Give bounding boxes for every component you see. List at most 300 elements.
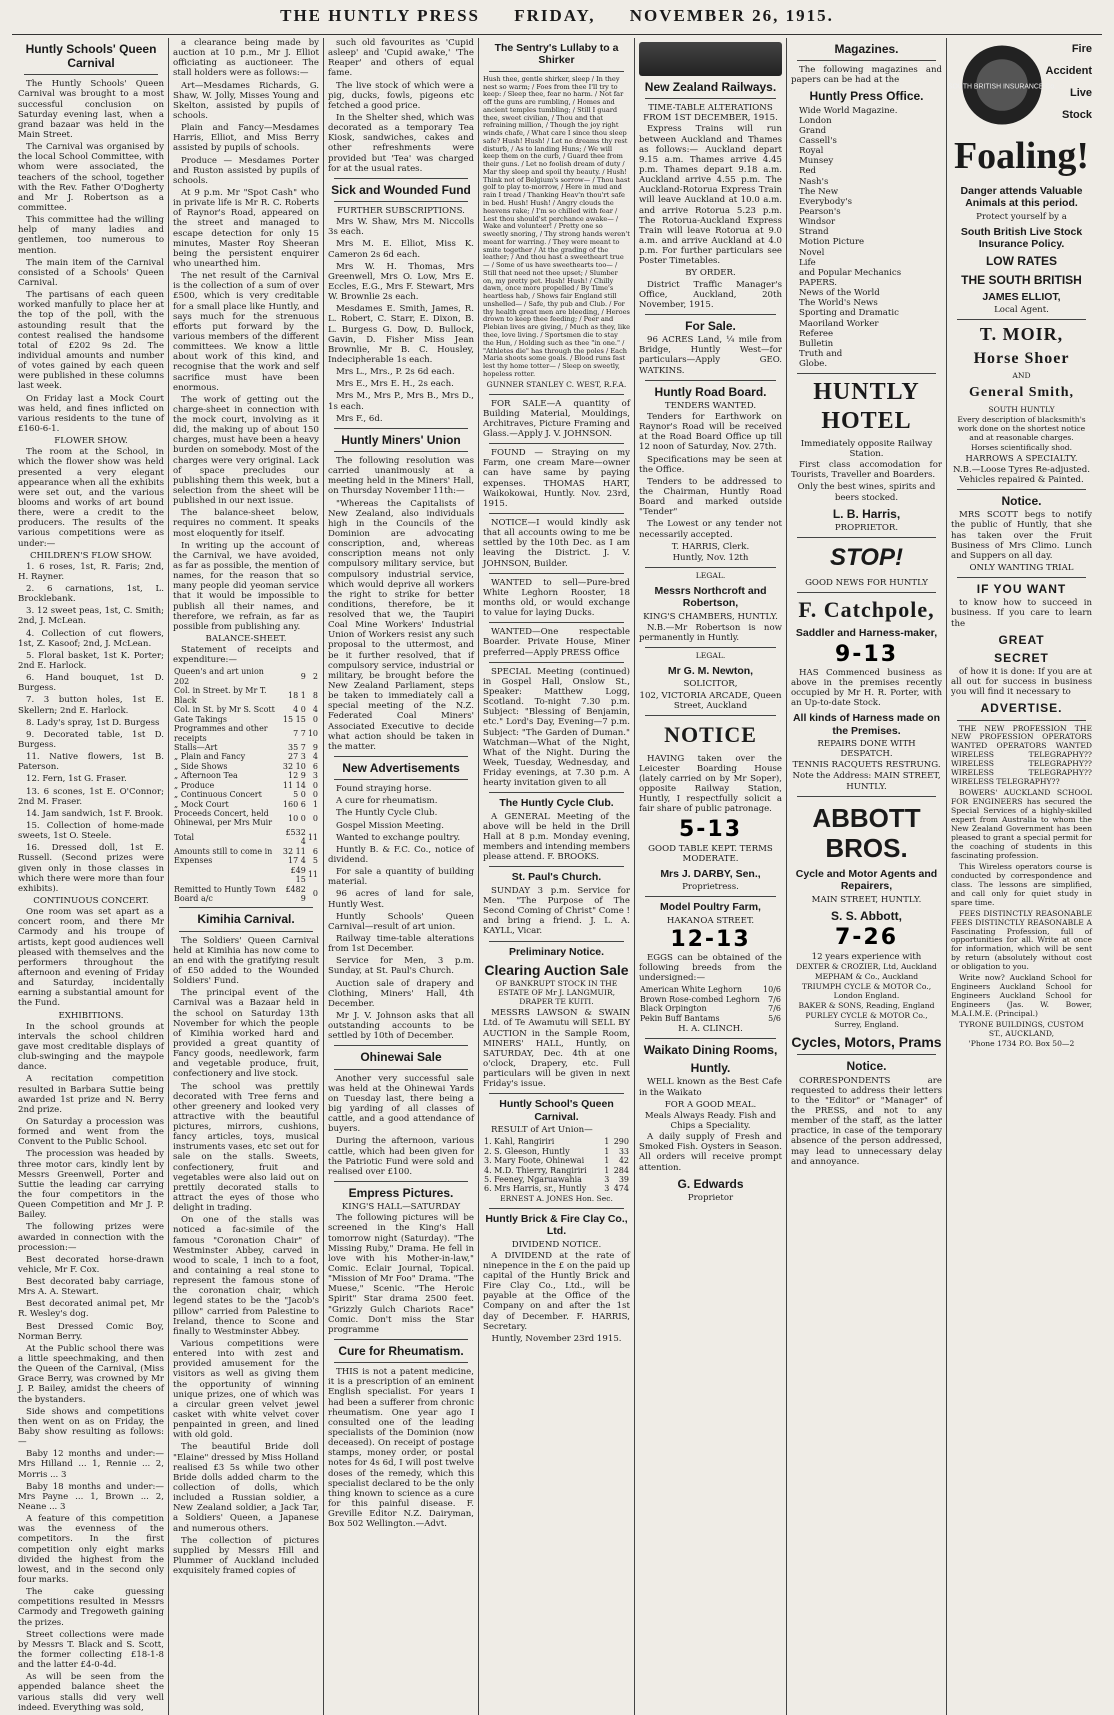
paragraph: to know how to succeed in business. If you care to learn the [951,598,1092,629]
paragraph: of how it is done: If you are at all out for success in business you will find it necessary to [951,666,1092,698]
table-cell: 9 [312,742,318,752]
divider [645,896,776,897]
paragraph: 9. Decorated table, 1st D. Burgess. [18,729,164,751]
paragraph: District Traffic Manager's Office, Auckland, 20th November, 1915. [639,279,782,310]
table-row [173,866,319,885]
table-cell: Black Orpington [640,1004,707,1014]
table-cell: „ Mock Court [174,799,229,809]
paragraph: Mrs M., Mrs P., Mrs B., Mrs D., 1s each. [328,391,474,412]
divider [24,74,158,75]
ad-heading: STOP! [830,544,903,572]
paragraph: N.B.—Loose Tyres Re-adjusted. Vehicles repaired & Painted. [952,464,1090,485]
table-cell: Queen's and art union 202 [174,667,264,686]
paragraph: WELL known as the Best Cafe in the Waikato [639,1077,782,1098]
paragraph: Red [799,166,817,177]
column-4 [479,38,635,1715]
address: Note the Address: MAIN STREET, HUNTLY. [792,771,941,792]
divider [489,792,624,793]
paragraph: 12. Fern, 1st G. Fraser. [26,774,127,785]
handwritten-mark: 12-13 [670,926,751,952]
dateline: Huntly, November 23rd 1915. [491,1333,622,1344]
paragraph: Auction sale of drapery and Clothing, Miners' Hall, 4th December. [328,978,474,1009]
article-heading: Cure for Rheumatism. [338,1343,464,1358]
balance-sheet-table [173,667,319,903]
paragraph: The school was prettily decorated with Tree ferns and other greenery and looked very attractive with the beautiful pictures, mirrors, cushions, fancy articles, toys, musical instruments vases, etc set out for sale on the stalls. Sweets, confectionery, fruit and vegetables were also laid out on prettily decorated stalls to attract the eyes of those who delight in trading. [173,1081,319,1214]
section-heading: BALANCE-SHEET. [205,634,287,645]
paragraph: The following prizes were awarded in connection with the procession:— [18,1222,164,1253]
article-body [173,936,319,1577]
masthead-day: FRIDAY, [514,6,596,25]
divider [489,1208,624,1209]
article-body [639,412,782,540]
legal-label: LEGAL. [695,570,726,580]
divider [645,647,776,648]
notice-heading: Notice. [846,1059,887,1074]
paragraph: PURLEY CYCLE & MOTOR Co., Surrey, England. [805,1011,928,1029]
divider [334,201,468,202]
table-row [173,790,319,799]
paragraph: Pearson's [799,207,841,217]
paragraph: 11. Native flowers, 1st B. Paterson. [18,752,164,773]
table-cell: 3 [312,771,318,781]
notice-heading: NOTICE [664,721,757,747]
paragraph: Globe. [799,359,828,370]
divider [489,941,624,942]
logo-text: SOUTH BRITISH INSURANCE Co. [947,83,1057,91]
columns [14,38,1106,1713]
paragraph: The following magazines and papers can be had at the [791,65,942,86]
table-cell: 42 [618,1156,629,1166]
ad-heading: HUNTLY HOTEL [813,379,920,434]
ad-town: Huntly. [690,1061,731,1076]
paragraph: EGGS can be obtained of the following breeds from the undersigned:— [639,952,782,984]
magazine-list [799,106,942,370]
paragraph: Huntly B. & F.C. Co., notice of dividend. [328,844,474,866]
article-heading: Sick and Wounded Fund [331,182,471,197]
table-cell: 3 [604,1175,610,1185]
paragraph: Mrs W. H. Thomas, Mrs Greenwell, Mrs O. Low, Mrs E. Eccles, E.G., Mrs F. Stewart, Mrs W. Brownlie 2s each. [328,261,474,303]
divider [334,1069,468,1070]
paragraph: On Saturday a procession was formed and went from the Convent to the Public School. [18,1116,164,1148]
article-heading: Huntly Miners' Union [341,432,461,447]
divider [957,319,1086,320]
type-live: Live [1069,87,1092,99]
paragraph: Tenders for Earthwork on Raynor's Road will be received at the Road Board Office up till 12 noon of Saturday, Nov. 27th. [639,411,782,453]
article-heading: New Advertisements [342,761,460,776]
paragraph: Life [799,257,816,268]
table-cell: Stalls—Art [174,742,218,752]
divider [645,380,776,381]
paragraph: Meals Always Ready. Fish and Chips a Speciality. [644,1110,777,1132]
ad-footer: Cycles, Motors, Prams [791,1033,942,1050]
paragraph: Mrs M. E. Elliot, Miss K. Cameron 2s 6d each. [328,239,474,260]
paragraph: Wanted to exchange poultry. [336,832,461,843]
paragraph: 6. Hand bouquet, 1st D. Burgess. [18,673,164,694]
subheading: SOLICITOR, [683,679,738,690]
ad-heading: Waikato Dining Rooms, [643,1043,778,1058]
paragraph: A DIVIDEND at the rate of ninepence in the £ on the paid up capital of the Huntly Brick and Fire Clay Co., Ltd., will be payable at the Office of the Company on and after the 1st day of December. F. HARRIS, Secretary. [483,1250,630,1332]
subheading: KING'S HALL—SATURDAY [341,1202,461,1213]
table-cell: 10 [307,728,318,738]
table-cell: 0 [312,813,318,823]
table-cell: 474 [613,1184,629,1194]
subheading: Saddler and Harness-maker, [795,627,938,640]
table-cell: 15 15 [282,714,306,724]
contact: 'Phone 1734 P.O. Box 50—2 [968,1038,1075,1048]
paragraph: HAVING taken over the Leicester Boarding House (lately carried on by Mr Soper), opposite Railway Station, Huntly, I respectfully solicit a fair share of public patronage. [639,753,782,815]
paragraph: 16. Dressed doll, 1st E. Russell. (Second prizes were given only in those classes in which there were more than four exhibits). [18,843,164,894]
paragraph: Nash's [799,176,829,187]
paragraph: MEPHAM & Co., Auckland [814,972,919,982]
paragraph: 12 years experience with [811,952,922,963]
table-cell: Amounts still to come in [174,846,273,856]
art-union-table [483,1137,630,1194]
subheading: TENDERS WANTED. [664,400,757,411]
table-row [483,1137,630,1146]
table-cell: American White Leghorn [640,985,742,995]
subheading: FURTHER SUBSCRIPTIONS. [337,205,465,216]
divider [645,98,776,99]
paragraph: The work of getting out the charge-sheet in connection with the mock court, involving as it did, the making up of about 150 charges, must have been a heavy burden on somebody. Most of the charges were very original. Lack of space precludes our publishing them this week, but a selection from the sheet will be published in our next issue. [173,394,319,507]
table-cell: 1. Kahl, Rangiriri [484,1137,555,1147]
subheading: Proprietress. [682,882,739,893]
paragraph: Best Dressed Comic Boy, Norman Berry. [18,1321,164,1342]
paragraph: SUNDAY 3 p.m. Service for Men. "The Purpose of The Second Coming of Christ" Come ! and bring a friend. J. L. A. KAYLL, Vicar. [483,885,630,937]
paragraph: DEXTER & CROZIER, Ltd, Auckland [796,962,937,972]
ad-heading: F. Catchpole, [798,597,935,623]
paragraph: FEES DISTINCTLY REASONABLE FEES DISTINCTLY REASONABLE A Fascinating Profession, full of opportunities for all. Write at once for information, which will be sent by return (absolutely without cost or obligation to you. [951,908,1092,972]
divider [489,71,624,72]
ad-heading: Huntly Press Office. [809,89,924,104]
subheading: JAMES ELLIOT, [982,290,1061,303]
classified-ad: FOUND — Straying on my Farm, one cream Mare—owner can have same by paying expenses. THOMAS HART, Waikokowai, Huntly. Nov. 23rd, 1915. [483,448,630,509]
paragraph: 14. Jam sandwich, 1st F. Brook. [26,808,164,819]
table-cell: £532 4 [285,827,306,847]
paragraph: Best decorated horse-drawn vehicle, Mr F. Cox. [18,1254,164,1275]
subheading: DIVIDEND NOTICE. [511,1239,602,1250]
subheading: GOOD TABLE KEPT. TERMS MODERATE. [648,843,773,864]
table-cell: 4. M.D. Thierry, Rangiriri [484,1165,587,1175]
paragraph: Best decorated animal pet, Mr R. Wesley's dog. [18,1299,164,1320]
paragraph: TENNIS RACQUETS RESTRUNG. [792,760,941,771]
column-3 [324,38,479,1715]
paragraph: Railway time-table alterations from 1st December. [328,934,474,955]
train-illustration [639,42,782,76]
ad-heading: Mr G. M. Newton, [667,665,754,678]
paragraph: Strand [799,227,829,238]
table-cell: 6. Mrs Harris, sr., Huntly [484,1184,587,1194]
classified-ad: WANTED—One respectable Boarder. Private House, Miner preferred—Apply PRESS Office [483,627,630,658]
paragraph: Art—Mesdames Richards, G. Shaw, W. Jolly, Misses Young and Skelton, assisted by pupils of schools. [173,80,319,121]
ad-subheading: General Smith, [969,385,1074,401]
paragraph: Every description of blacksmith's work done on the shortest notice and at reasonable charges. [957,414,1086,442]
table-cell: 39 [618,1175,629,1185]
paragraph: London [799,115,832,126]
paragraph: The following resolution was carried unanimously at a meeting held in the Miners' Hall, on Thursday November 11th:— [328,455,474,497]
notice-heading: Huntly School's Queen Carnival. [499,1098,614,1123]
paragraph: a clearance being made by auction at 10 p.m., Mr J. Elliot officiating as auctioneer. The stall holders were as follows:— [173,38,319,79]
paragraph: The collection of pictures supplied by Messrs Hill and Plummer of Auckland included exquisitely framed copies of [173,1535,319,1577]
divider [489,1093,624,1094]
table-cell: Expenses [174,856,213,866]
divider [645,567,776,568]
table-row [173,800,319,809]
classified-ad: FOR SALE—A quantity of Building Material, Mouldings, Architraves, Picture Framing and Glass.—Apply J. V. JOHNSON. [483,398,630,439]
table-cell: „ Produce [174,780,215,790]
article-body [328,456,474,752]
handwritten-mark: 5-13 [678,816,743,842]
table-row [639,985,782,994]
paragraph: The Carnival was organised by the local School Committee, with whom were associated, the teachers of the school, together with the Rev. Father O'Dogherty and Mr J. Robertson as a committee. [18,142,164,213]
address: 102, VICTORIA ARCADE, Queen Street, Auckland [639,690,782,711]
table-row [173,809,319,828]
table-row [173,781,319,790]
divider [489,513,624,514]
paragraph: Maoriland Worker [799,318,879,329]
divider [645,715,776,716]
subheading: HAKANOA STREET. [666,915,755,926]
table-cell: „ Afternoon Tea [174,771,238,781]
paragraph: The main item of the Carnival consisted of a Schools' Queen Carnival. [18,257,164,288]
subheading: Cycle and Motor Agents and Repairers, [795,868,938,893]
divider [797,373,936,374]
paragraph: The Soldiers' Queen Carnival held at Kimihia has now come to an end with the gratifying result of £50 added to the Wounded Soldiers' Fund. [173,935,319,987]
table-row [173,743,319,752]
paragraph: Mr J. V. Johnson asks that all outstanding accounts to be settled by 10th of December. [328,1011,474,1042]
table-row [639,995,782,1004]
table-cell: 8 [312,691,318,701]
connector: AND [1012,371,1031,381]
table-cell: 6 [312,846,318,856]
masthead [0,6,1114,32]
paragraph: Best decorated baby carriage, Mrs A. A. Stewart. [18,1277,164,1298]
paragraph: 8. Lady's spray, 1st D. Burgess [26,717,160,728]
table-cell: 7/6 [768,994,781,1004]
table-cell: Pekin Buff Bantams [640,1013,720,1023]
table-cell: 5 0 [293,790,306,800]
insurance-header [947,38,1092,128]
column-5 [635,38,787,1715]
table-cell: 33 [618,1146,629,1156]
table-row [483,1166,630,1175]
divider [334,428,468,429]
ad-heading: T. MOIR, [979,324,1064,345]
paragraph: Bulletin [799,338,834,349]
paragraph: Plain and Fancy—Mesdames Harris, Elliot, and Miss Berry assisted by pupils of schools. [173,123,319,154]
article-body [18,79,164,434]
table-cell: 1 [604,1137,610,1147]
masthead-date: NOVEMBER 26, 1915. [629,6,834,25]
paragraph: On one of the stalls was noticed a fac-simile of the famous "Coronation Chair" of Westminster Abbey, carved in wood to scale, 1 inch to a foot, and containing a real stone to represent the famous stone of the coronation chair, which legend states to be the "Jacob's pillow" carried from Palestine to Ireland, thence to Scone and finally to Westminster Abbey. [173,1215,319,1337]
paragraph: 2. 6 carnations, 1st, L. Brocklebank. [18,584,164,605]
table-cell: 11 [307,870,318,880]
subheading: Immediately opposite Railway Station. [800,438,933,460]
paragraph: such old favourites as 'Cupid asleep' and 'Cupid awake,' 'The Reaper' and others of equal fame. [328,38,474,79]
results-list [18,562,164,894]
paragraph: During the afternoon, various cattle, which had been given for the Patriotic Fund were sold and realised over £100. [328,1136,474,1177]
subheading: FOR A GOOD MEAL. [664,1099,757,1110]
paragraph: "Whereas the Capitalists of New Zealand, also individuals high in the Councils of the Dominion are advocating conscription, and, whereas conscription means not only compulsory military service, but compulsory industrial service, which would deprive all workers the right to strike for better conditions, therefore, be it resolved that we, the Taupiri Coal Mine Workers' Industrial Union of Workers resist any such proposal to the uttermost, and be it further resolved, that if compulsory service, industrial or military, be brought before the New Zealand Parliament, steps be taken to immediately call a special meeting of the N.Z. Federated Coal Miners' Associated Executive to decide what action should be taken in the matter. [328,498,474,752]
divider [179,907,313,908]
paragraph: 1. 6 roses, 1st, R. Faris; 2nd, H. Rayner. [18,561,164,582]
divider [797,796,936,797]
divider [334,779,468,780]
subheading: GOOD NEWS FOR HUNTLY [805,578,928,589]
ad-heading: ADVERTISE. [980,701,1063,716]
table-cell: 4 [312,705,318,715]
divider [957,489,1086,490]
paragraph: At the Public school there was a little speechmaking, and then the Queen of the Carnival, (Miss Grace Berry, was crowned by Mr J. P. Bailey, amidst the cheers of the bystanders. [18,1343,164,1405]
table-cell: 4 0 [293,705,306,715]
paragraph: Truth and [799,348,843,359]
paragraph: Mrs F., 6d. [336,413,383,424]
table-row [173,686,319,705]
table-cell: 1 [604,1165,610,1175]
paragraph: The partisans of each queen worked manfully to place her at the top of the poll, with the astounding result that the contest realised the handsome total of £202 9s 2d. The individual amounts and number of votes gained by each queen were published in these columns last week. [18,290,164,392]
paragraph: REPAIRS DONE WITH DESPATCH. [817,739,916,760]
table-cell: £49 15 [290,865,306,885]
paragraph: CORRESPONDENTS are requested to address their letters to the "Editor" or "Manager" of the PRESS, and not to any member of the staff, as the latter practice, in case of the temporary absence of the person addressed, may lead to unnecessary delay and annoyance. [791,1075,942,1167]
paragraph: Everybody's [799,196,852,207]
paragraph: Royal [799,146,824,157]
notice-heading: Notice. [1001,494,1042,509]
insurance-logo [947,42,1057,128]
paragraph: The principal event of the Carnival was a Bazaar held in the school on Saturday 13th November for which the people of Kimihia worked hard and provided a great quantity of Fancy goods, needlework, farm and vegetable produce, fruit, confectionery and live stock. [173,988,319,1080]
divider [334,178,468,179]
paragraph: A daily supply of Fresh and Smoked Fish. Oysters in Season. All orders will receive prompt attention. [639,1132,782,1173]
handwritten-mark: 9-13 [834,641,899,667]
divider [489,622,624,623]
table-cell: 18 1 [287,691,306,701]
ad-heading: Magazines. [834,42,899,56]
table-row [173,762,319,771]
ad-heading: L. B. Harris, [832,506,901,521]
table-cell: 1 [604,1146,610,1156]
paragraph: 15. Collection of home-made sweets, 1st O. Steele. [18,821,164,842]
paragraph: Only the best wines, spirits and beers stocked. [797,482,936,503]
paragraph: ONLY WANTING TRIAL [969,562,1074,573]
table-cell: Gate Takings [174,714,227,724]
article-heading: Huntly Schools' Queen Carnival [25,42,157,71]
divider [334,756,468,757]
divider [797,1054,936,1055]
table-cell: 11 14 [282,780,306,790]
table-cell: 4 [312,752,318,762]
table-row [173,724,319,743]
paragraph: Street collections were made by Messrs T. Black and S. Scott, the former collecting £18-1-8 and the latter £4-0-4d. [18,1629,164,1671]
divider [645,314,776,315]
divider [334,1362,468,1363]
paragraph: Gospel Mission Meeting. [336,820,445,831]
divider [645,1038,776,1039]
table-row [173,667,319,686]
divider [334,1045,468,1046]
paragraph: This Wireless operators course is conducted by correspondence and class. The lessons are simplified, and call only for quiet study in spare time. [951,861,1092,907]
table-cell [173,866,282,885]
paragraph: 5. Floral basket, 1st K. Porter; 2nd E. Harlock. [18,650,164,672]
paragraph: The room at the School, in which the flower show was held presented a very elegant appearance when all the exhibits were set out, and the various blooms and works of art bound there, were a credit to the producers. The results of the various competitions were as under:— [18,447,164,549]
agency-list [791,963,942,1030]
table-cell: 0 [312,889,318,899]
paragraph: The Lowest or any tender not necessarily accepted. [639,519,782,540]
paragraph: 96 acres of land for sale, Huntly West. [328,889,474,910]
notice-heading: Huntly Brick & Fire Clay Co., Ltd. [485,1212,628,1238]
paragraph: 4. Collection of cut flowers, 1st, Z. Kasoof; 2nd, J. McLean. [18,628,164,649]
table-row [639,1014,782,1023]
divider [489,573,624,574]
paragraph: On Friday last a Mock Court was held, and fines inflicted on various residents to the tune of £160-6-1. [18,393,164,434]
paragraph: BOWERS' AUCKLAND SCHOOL FOR ENGINEERS has secured the Special Services of a highly-skilled expert from Australia to whom the New Zealand Government has been pleased to grant a special permit for the coaching of students in this fascinating profession. [951,788,1092,860]
divider [489,662,624,663]
ad-heading: S. S. Abbott, [831,909,902,923]
paragraph: Mrs L., Mrs., P. 2s 6d each. [336,367,455,378]
table-row [483,1147,630,1156]
paragraph: Another very successful sale was held at the Ohinewai Yards on Tuesday last, there being a big yarding of all classes of cattle, and a good attendance of buyers. [328,1073,474,1135]
ad-heading: GREAT [998,632,1045,647]
table-cell: 9 [300,672,306,682]
type-stock: Stock [1062,109,1092,121]
insurance-types [1045,38,1092,126]
paragraph: Protect yourself by a [976,211,1067,222]
article-body [328,1074,474,1177]
paragraph: Various competitions were entered into with zest and provided amusement for the visitors as well as giving them the opportunity of winning unique prizes, one of which was a circular green velvet jewel casket with white velvet cover penpainted in green, and lined with old gold. [173,1339,319,1441]
paragraph: The procession was headed by three motor cars, kindly lent by Messrs Greenwell, Porter and Suttie the leading car carrying the four competitors in the Queen Competition and Mr J. P. Bailey. [18,1149,164,1221]
table-cell: 10/6 [763,985,781,995]
paragraph: Munsey [799,156,834,167]
paragraph: The cake guessing competitions resulted in Messrs Carmody and Tregoweth gaining the prizes. [18,1587,164,1628]
table-cell: 0 [312,714,318,724]
ad-heading: For Sale. [685,318,736,333]
paragraph: First class accomodation for Tourists, Traveller and Boarders. [791,460,942,481]
table-cell: 6 [312,761,318,771]
classified-ad: SPECIAL Meeting (continued) in Gospel Hall, Onslow St., Speaker: Matthew Logg, Scotland. To-night 7.30 p.m. Subject: "Blessing of Benjamin, etc." Lord's Day, Evening—7 p.m. Subject: "The Garden of Duman." Watchman—What of the Night, What of the Night. During the Week, Tuesday, Wednesday, and Friday evenings, at 7.30 p.m. A hearty invitation given to all [483,666,630,789]
paragraph: This committee had the willing help of many ladies and gentlemen, too numerous to mention. [18,215,164,256]
ad-heading: New Zealand Railways. [644,80,777,94]
paragraph: The New [799,186,839,197]
table-cell: 10 0 [287,813,306,823]
table-cell: 35 7 [287,742,306,752]
paragraph: HARROWS A SPECIALTY. [965,453,1078,464]
address: SOUTH HUNTLY [988,404,1055,414]
paragraph: A feature of this competition was the evenness of the competitors. In the first competition only eight marks divided the highest from the lowest, and in the second only four marks. [18,1514,164,1585]
subheading: LOW RATES [985,254,1058,269]
table-cell: Total [174,832,195,842]
paragraph: News of the World [799,288,880,299]
paragraph: Windsor [799,217,836,228]
address: MAIN STREET, HUNTLY. [811,894,922,905]
table-cell: 32 10 [282,761,306,771]
table-cell: Col. in St. by Mr S. Scott [174,705,275,715]
section-heading: FLOWER SHOW. [54,436,128,447]
divider [334,1339,468,1340]
divider [489,866,624,867]
table-cell: 3. Mary Foote, Ohinewai [484,1156,585,1166]
signature: T. HARRIS, Clerk. [671,541,750,552]
paragraph: RESULT of Art Union— [491,1125,593,1136]
address: TYRONE BUILDINGS, CUSTOM ST., AUCKLAND, [959,1020,1084,1038]
table-row [173,705,319,714]
table-row [639,1004,782,1013]
auction-heading: Clearing Auction Sale [484,961,629,978]
section-heading: EXHIBITIONS. [58,1010,124,1021]
table-cell: „ Plain and Fancy [174,752,246,762]
subheading: All kinds of Harness made on the Premises. [792,712,941,737]
paragraph: Cassell's [799,136,837,147]
signature: ERNEST A. JONES Hon. Sec. [500,1193,613,1203]
poultry-table [639,985,782,1023]
table-cell: Programmes and other receipts [174,724,268,743]
article-heading: Kimihia Carnival. [197,912,295,927]
